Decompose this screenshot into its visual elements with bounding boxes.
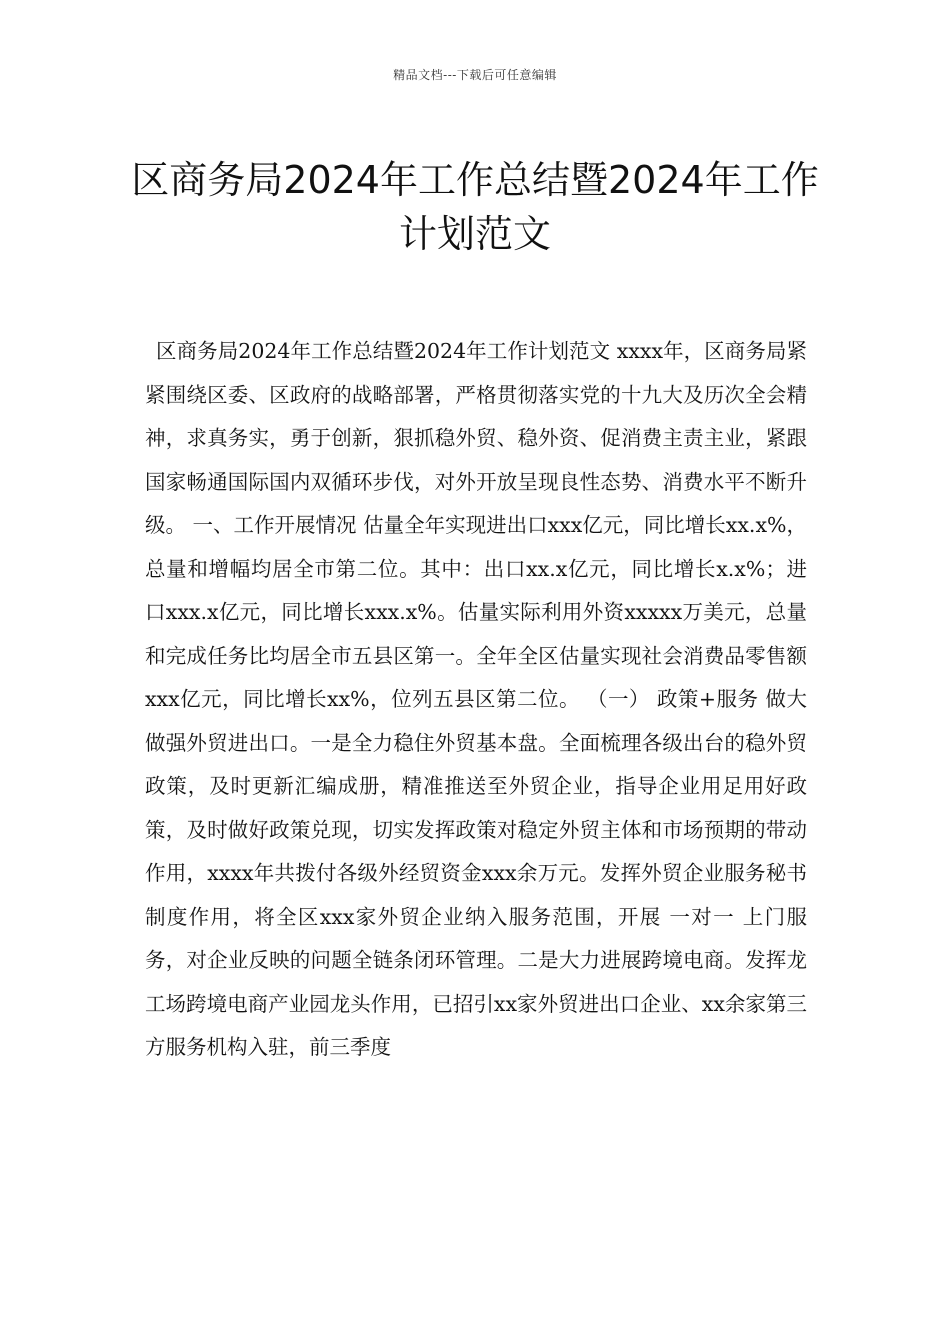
header-note: 精品文档---下载后可任意编辑 (393, 68, 557, 82)
document-title: 区商务局2024年工作总结暨2024年工作计划范文 (131, 158, 819, 257)
document-body: 区商务局2024年工作总结暨2024年工作计划范文 xxxx年，区商务局紧紧围绕区委、区政府的战略部署，严格贯彻落实党的十九大及历次全会精神，求真务实，勇于创新，狠抓稳外贸、稳外资、促消费主责主业，紧跟国家畅通国际国内双循环步伐，对外开放呈现良性态势、消费水平不断升级。 一、工作开展情况 估量全年实现进出口xxx亿元，同比增长xx.x%，总量和增幅均居全市第二位。其中：出口xx.x亿元，同比增长x.x%；进口xxx.x亿元，同比增长xxx.x%。估量实际利用外资xxxxx万美元，总量和完成任务比均居全市五县区第一。全年全区估量实现社会消费品零售额xxx亿元，同比增长xx%，位列五县区第二位。 （一） 政策+服务 做大做强外贸进出口。一是全力稳住外贸基本盘。全面梳理各级出台的稳外贸政策，及时更新汇编成册，精准推送至外贸企业，指导企业用足用好政策，及时做好政策兑现，切实发挥政策对稳定外贸主体和市场预期的带动作用，xxxx年共拨付各级外经贸资金xxx余万元。发挥外贸企业服务秘书制度作用，将全区xxx家外贸企业纳入服务范围，开展 一对一 上门服务，对企业反映的问题全链条闭环管理。二是大力进展跨境电商。发挥龙工场跨境电商产业园龙头作用，已招引xx家外贸进出口企业、xx余家第三方服务机构入驻，前三季度 (145, 339, 807, 1059)
